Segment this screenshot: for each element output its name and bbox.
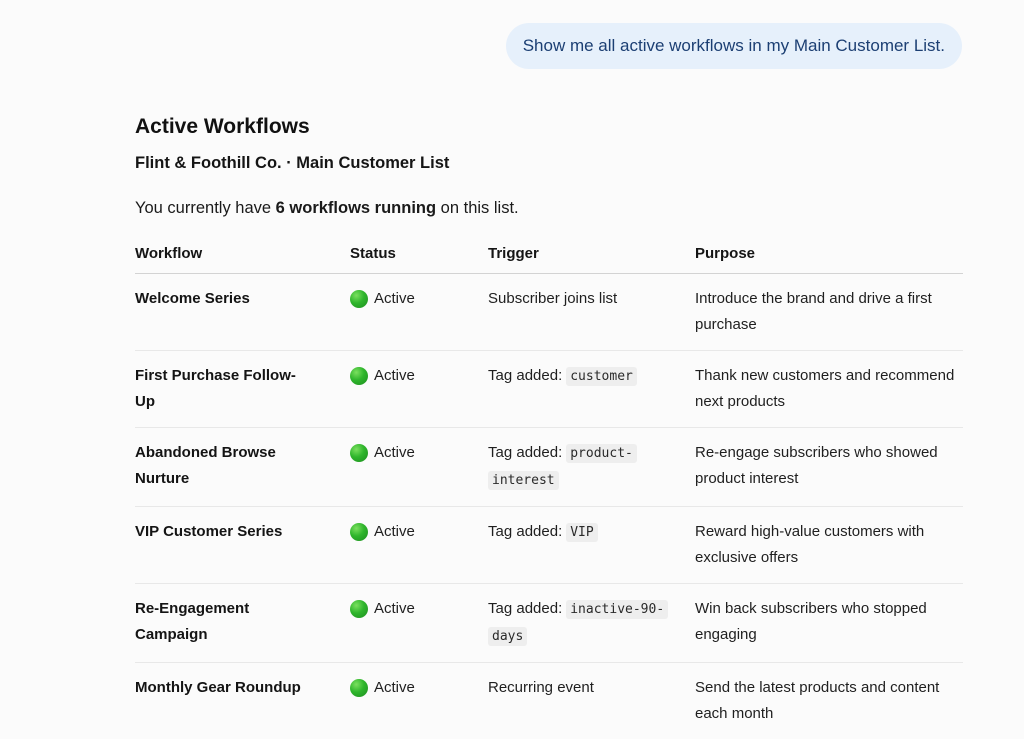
status-text: Active <box>374 596 415 622</box>
response-subtitle: Flint & Foothill Co. · Main Customer List <box>135 149 963 177</box>
trigger-cell <box>488 663 695 739</box>
table-row <box>135 428 963 507</box>
trigger-tag: customer <box>566 367 637 386</box>
status-text: Active <box>374 363 415 389</box>
header-trigger: Trigger <box>488 243 695 274</box>
table-header-row <box>135 243 963 274</box>
green-circle-icon <box>350 444 368 462</box>
status-cell <box>350 507 488 584</box>
status-text: Active <box>374 440 415 466</box>
workflow-name: Welcome Series <box>135 274 350 351</box>
purpose-cell: Reward high-value customers with exclusive offers <box>695 507 963 584</box>
trigger-cell <box>488 428 695 507</box>
green-circle-icon <box>350 600 368 618</box>
header-workflow: Workflow <box>135 243 350 274</box>
trigger-text: Recurring event <box>488 679 594 696</box>
trigger-cell <box>488 351 695 428</box>
status-cell <box>350 428 488 507</box>
workflow-name: Monthly Gear Roundup <box>135 663 350 739</box>
workflow-name: Re-Engagement Campaign <box>135 584 350 663</box>
user-message-bubble <box>506 23 962 69</box>
table-row <box>135 274 963 351</box>
purpose-cell: Thank new customers and recommend next products <box>695 351 963 428</box>
trigger-text: Tag added: <box>488 600 562 617</box>
summary-suffix: on this list. <box>436 199 519 217</box>
purpose-cell: Introduce the brand and drive a first purchase <box>695 274 963 351</box>
purpose-cell: Re-engage subscribers who showed product interest <box>695 428 963 507</box>
table-row <box>135 507 963 584</box>
header-purpose: Purpose <box>695 243 963 274</box>
trigger-cell <box>488 584 695 663</box>
status-text: Active <box>374 286 415 312</box>
green-circle-icon <box>350 523 368 541</box>
trigger-tag: inactive-90-days <box>488 600 668 646</box>
workflow-name: VIP Customer Series <box>135 507 350 584</box>
trigger-cell <box>488 274 695 351</box>
trigger-text: Tag added: <box>488 444 562 461</box>
summary-count: 6 workflows running <box>276 199 436 217</box>
table-row <box>135 584 963 663</box>
header-status: Status <box>350 243 488 274</box>
trigger-text: Tag added: <box>488 523 562 540</box>
response-title: Active Workflows <box>135 110 963 144</box>
workflow-name: Abandoned Browse Nurture <box>135 428 350 507</box>
green-circle-icon <box>350 367 368 385</box>
trigger-cell <box>488 507 695 584</box>
green-circle-icon <box>350 290 368 308</box>
response-summary <box>135 195 963 221</box>
table-row <box>135 663 963 739</box>
purpose-cell: Send the latest products and content each month <box>695 663 963 739</box>
status-cell <box>350 663 488 739</box>
status-cell <box>350 274 488 351</box>
assistant-response <box>135 110 963 739</box>
summary-prefix: You currently have <box>135 199 276 217</box>
green-circle-icon <box>350 679 368 697</box>
status-cell <box>350 584 488 663</box>
workflows-table <box>135 243 963 739</box>
trigger-text: Subscriber joins list <box>488 290 617 307</box>
status-text: Active <box>374 675 415 701</box>
table-row <box>135 351 963 428</box>
purpose-cell: Win back subscribers who stopped engaging <box>695 584 963 663</box>
trigger-tag: product-interest <box>488 444 637 490</box>
status-text: Active <box>374 519 415 545</box>
trigger-tag: VIP <box>566 523 597 542</box>
workflow-name: First Purchase Follow-Up <box>135 351 350 428</box>
trigger-text: Tag added: <box>488 367 562 384</box>
user-message-text: Show me all active workflows in my Main Customer List. <box>523 36 945 55</box>
status-cell <box>350 351 488 428</box>
